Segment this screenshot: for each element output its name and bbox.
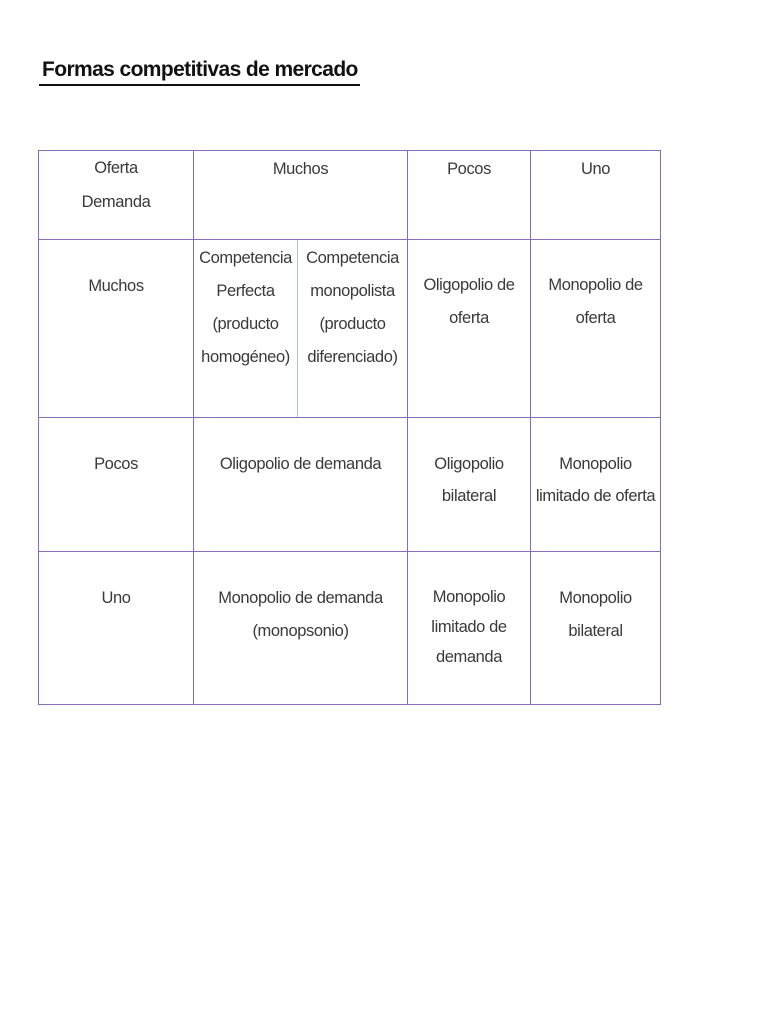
demand-axis-label: Demanda <box>81 193 151 211</box>
cell-bilateral-monopoly: Monopolio bilateral <box>531 552 661 705</box>
table-header-row <box>39 151 661 240</box>
header-many: Muchos <box>194 151 408 240</box>
supply-axis-label: Oferta <box>94 159 138 177</box>
cell-bilateral-oligopoly: Oligopolio bilateral <box>408 417 531 551</box>
cell-supply-monopoly: Monopolio de oferta <box>531 240 661 418</box>
cell-supply-oligopoly: Oligopolio de oferta <box>408 240 531 418</box>
corner-cell <box>39 151 194 240</box>
cell-perfect-competition: Competencia Perfecta (producto homogéneo) <box>194 240 298 418</box>
cell-demand-monopoly: Monopolio de demanda (monopsonio) <box>194 552 408 705</box>
header-few: Pocos <box>408 151 531 240</box>
table-row <box>39 240 661 418</box>
row-label-few: Pocos <box>39 417 194 551</box>
page-title: Formas competitivas de mercado <box>39 56 360 86</box>
cell-limited-supply-monopoly: Monopolio limitado de oferta <box>531 417 661 551</box>
table-row <box>39 417 661 551</box>
cell-monopolistic-competition: Competencia monopolista (producto diferenciado) <box>298 240 408 418</box>
table-row <box>39 552 661 705</box>
header-one: Uno <box>531 151 661 240</box>
market-forms-table <box>38 150 661 705</box>
cell-demand-oligopoly: Oligopolio de demanda <box>194 417 408 551</box>
cell-limited-demand-monopoly: Monopolio limitado de demanda <box>408 552 531 705</box>
row-label-many: Muchos <box>39 240 194 418</box>
row-label-one: Uno <box>39 552 194 705</box>
